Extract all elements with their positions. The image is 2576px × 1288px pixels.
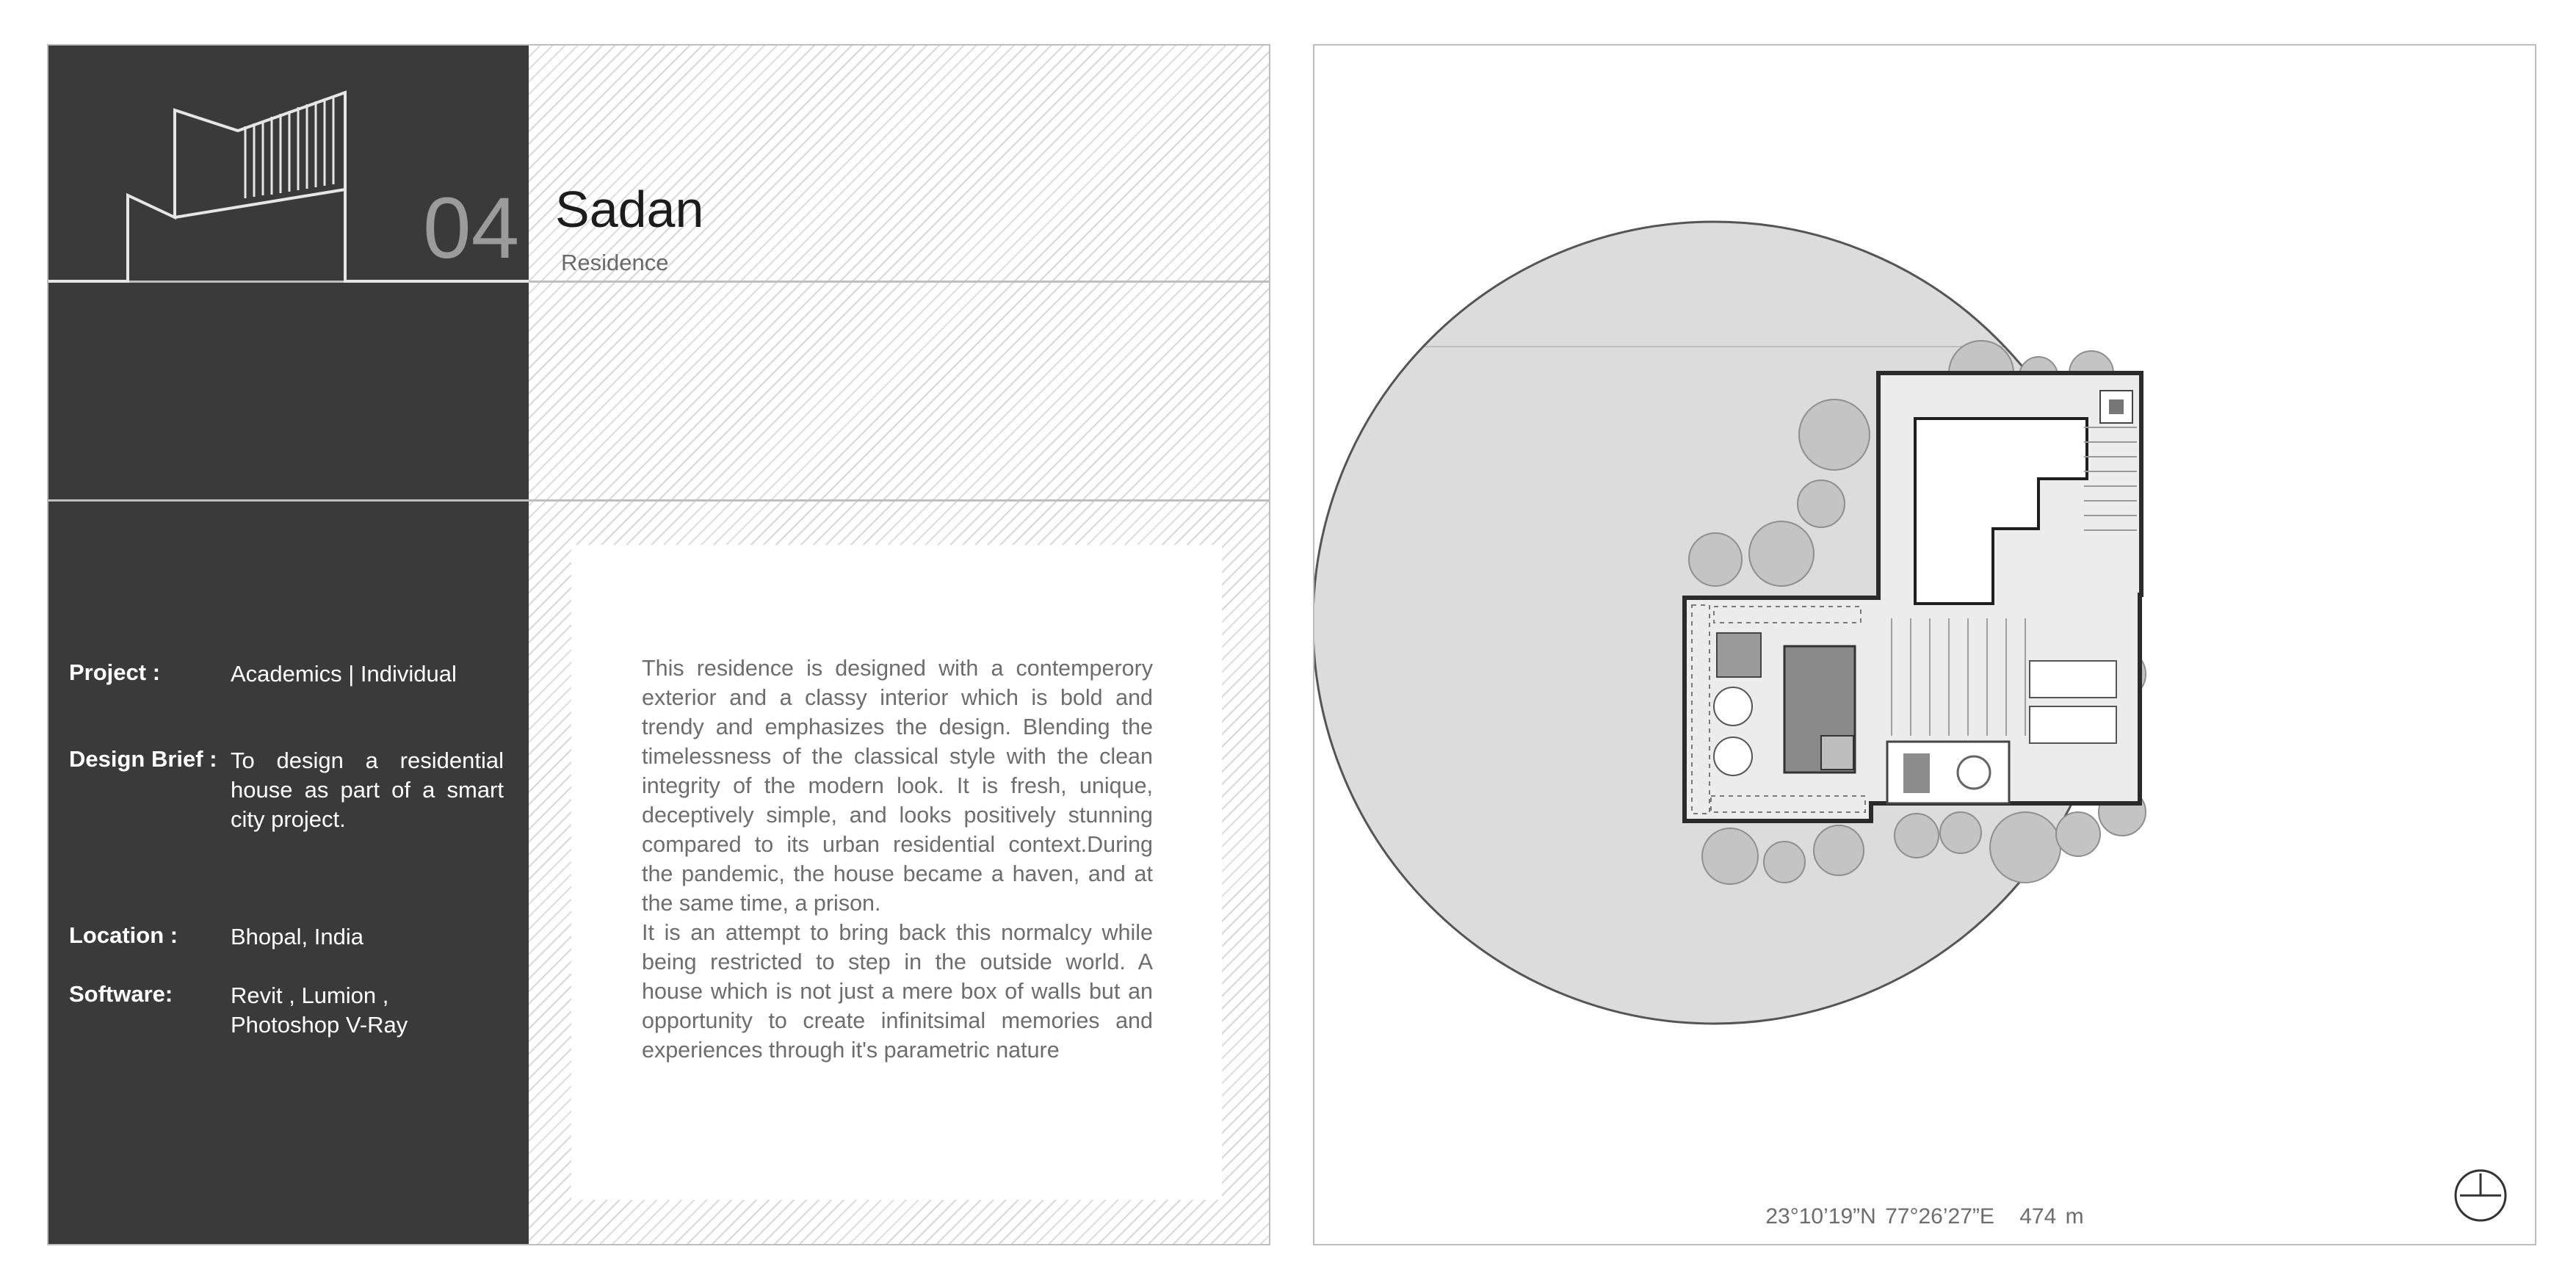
description-paragraph-1: This residence is designed with a contemperory exterior and a classy interior which is bold and trendy and emphasizes the design. Blending the timelessness of the classical style with the clean integrity of the modern look. It is fresh, unique, deceptively simple, and looks positively stunning compared to its urban residential context.During the pandemic, the house became a haven, and at the same time, a prison.: [642, 656, 1153, 916]
coordinates-text: 23°10’19”N 77°26’27”E: [1765, 1204, 1994, 1229]
site-plan-drawing: [1314, 46, 2535, 1244]
info-value-software: Revit , Lumion , Photoshop V-Ray: [231, 983, 408, 1038]
description-paragraph-2: It is an attempt to bring back this normalcy while being restricted to step in the outside world. A house which is not just a mere box of walls but an opportunity to create infinitsimal memories and experiences through it's parametric nature: [642, 920, 1153, 1063]
left-page: [47, 44, 1270, 1245]
right-page: [1313, 44, 2536, 1245]
info-value-project: Academics | Individual: [231, 661, 457, 687]
project-description: [642, 654, 1153, 1065]
elevation-text: 474 m: [2019, 1204, 2084, 1229]
divider-line-middle: [48, 499, 1269, 502]
project-number: 04: [423, 180, 520, 277]
info-label-location: Location :: [69, 922, 178, 948]
info-value-design-brief: To design a residential house as part of a smart city project.: [231, 748, 504, 832]
site-coordinates: [1314, 1204, 2535, 1229]
info-value-location: Bhopal, India: [231, 924, 363, 949]
project-title: Sadan: [555, 181, 704, 238]
info-label-design-brief: Design Brief :: [69, 746, 217, 772]
project-subtitle: Residence: [561, 250, 669, 275]
info-label-software: Software:: [69, 981, 173, 1007]
info-label-project: Project :: [69, 659, 161, 685]
